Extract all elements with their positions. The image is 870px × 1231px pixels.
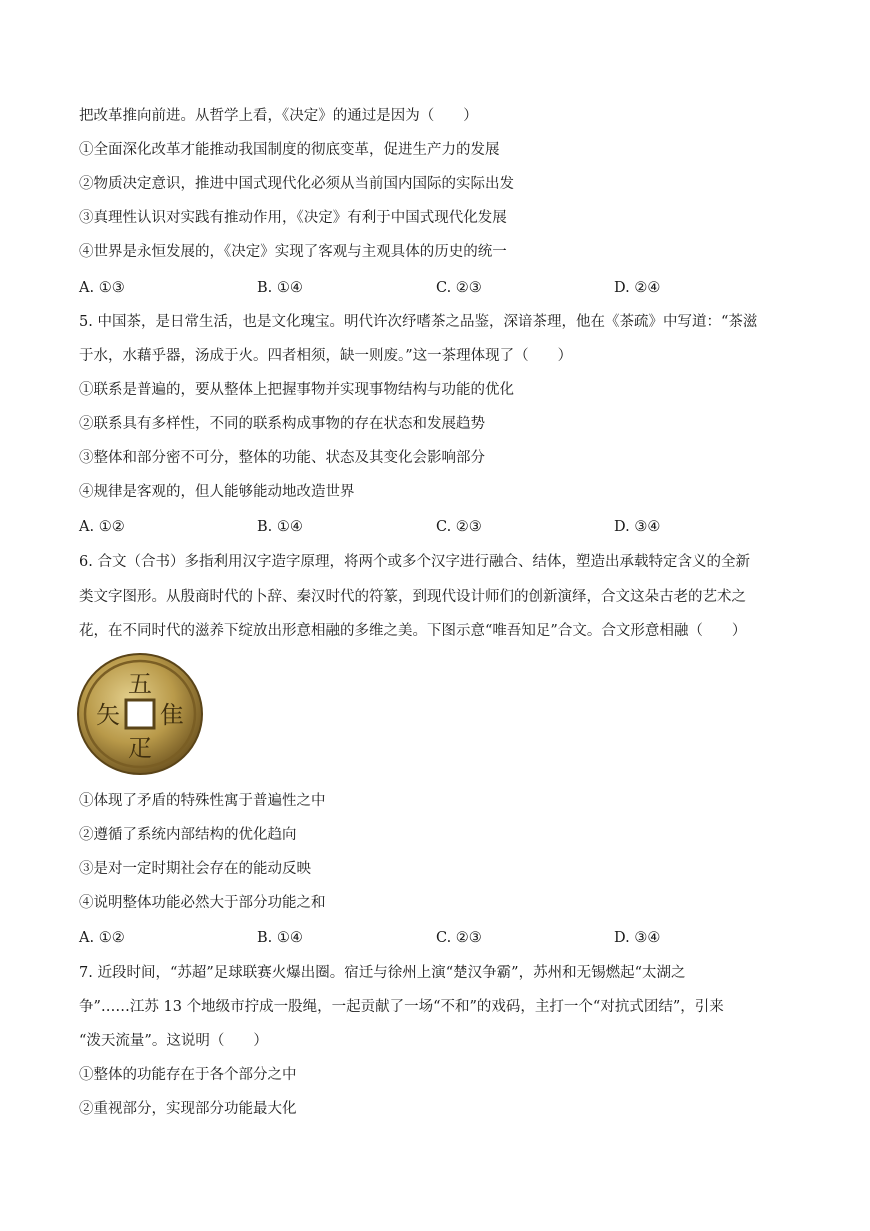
q7-statement-2: ②重视部分，实现部分功能最大化	[79, 1101, 297, 1117]
q4-choice-a[interactable]: A. ①③	[79, 280, 125, 296]
q5-statement-2: ②联系具有多样性，不同的联系构成事物的存在状态和发展趋势	[79, 416, 485, 432]
q5-statement-3: ③整体和部分密不可分，整体的功能、状态及其变化会影响部分	[79, 450, 485, 466]
q6-choices	[79, 928, 799, 948]
q6-choice-d[interactable]: D. ③④	[614, 930, 661, 946]
q7-statement-1: ①整体的功能存在于各个部分之中	[79, 1067, 297, 1083]
q5-statement-1: ①联系是普遍的，要从整体上把握事物并实现事物结构与功能的优化	[79, 382, 514, 398]
q5-choice-c[interactable]: C. ②③	[436, 519, 482, 535]
q6-stem-line-2: 类文字图形。从殷商时代的卜辞、秦汉时代的符篆，到现代设计师们的创新演绎，合文这朵古老的艺术之	[79, 589, 746, 605]
q4-choice-b[interactable]: B. ①④	[257, 280, 303, 296]
q4-statement-3: ③真理性认识对实践有推动作用，《决定》有利于中国式现代化发展	[79, 210, 507, 226]
coin-char-bottom: 疋	[128, 734, 152, 762]
q6-statement-3: ③是对一定时期社会存在的能动反映	[79, 861, 311, 877]
q6-choice-c[interactable]: C. ②③	[436, 930, 482, 946]
q6-choice-a[interactable]: A. ①②	[79, 930, 125, 946]
q6-stem-line-3: 花，在不同时代的滋养下绽放出形意相融的多维之美。下图示意“唯吾知足”合文。合文形意相融（ ）	[79, 623, 747, 639]
coin-char-left: 矢	[96, 701, 120, 729]
q4-stem-tail: 把改革推向前进。从哲学上看，《决定》的通过是因为（ ）	[79, 108, 478, 124]
q4-statement-2: ②物质决定意识，推进中国式现代化必须从当前国内国际的实际出发	[79, 176, 514, 192]
q6-statement-4: ④说明整体功能必然大于部分功能之和	[79, 895, 326, 911]
coin-char-top: 五	[128, 670, 152, 698]
q4-choice-c[interactable]: C. ②③	[436, 280, 482, 296]
q5-stem-line-1: 5. 中国茶，是日常生活，也是文化瑰宝。明代许次纾嗜茶之品鉴，深谙茶理，他在《茶疏》中写道：“茶滋	[79, 314, 758, 330]
q5-stem-line-2: 于水，水藉乎器，汤成于火。四者相须，缺一则废。”这一茶理体现了（ ）	[79, 348, 573, 364]
q5-choices	[79, 517, 799, 537]
q6-stem-line-1: 6. 合文（合书）多指利用汉字造字原理，将两个或多个汉字进行融合、结体，塑造出承载特定含义的全新	[79, 554, 750, 570]
q5-statement-4: ④规律是客观的，但人能够能动地改造世界	[79, 484, 355, 500]
q4-choices	[79, 278, 799, 298]
q6-choice-b[interactable]: B. ①④	[257, 930, 303, 946]
q4-choice-d[interactable]: D. ②④	[614, 280, 661, 296]
q6-statement-1: ①体现了矛盾的特殊性寓于普遍性之中	[79, 793, 326, 809]
q5-choice-a[interactable]: A. ①②	[79, 519, 125, 535]
q6-statement-2: ②遵循了系统内部结构的优化趋向	[79, 827, 297, 843]
coin-hewen-image	[76, 652, 204, 776]
q5-choice-b[interactable]: B. ①④	[257, 519, 303, 535]
coin-char-right: 隹	[160, 701, 184, 729]
q7-stem-line-1: 7. 近段时间，“苏超”足球联赛火爆出圈。宿迁与徐州上演“楚汉争霸”，苏州和无锡燃起“太湖之	[79, 965, 686, 981]
q7-stem-line-3: “泼天流量”。这说明（ ）	[79, 1033, 268, 1049]
q7-stem-line-2: 争”……江苏 13 个地级市拧成一股绳，一起贡献了一场“不和”的戏码，主打一个“对抗式团结”，引来	[79, 999, 724, 1015]
q5-choice-d[interactable]: D. ③④	[614, 519, 661, 535]
q4-statement-4: ④世界是永恒发展的，《决定》实现了客观与主观具体的历史的统一	[79, 244, 507, 260]
q4-statement-1: ①全面深化改革才能推动我国制度的彻底变革，促进生产力的发展	[79, 142, 500, 158]
